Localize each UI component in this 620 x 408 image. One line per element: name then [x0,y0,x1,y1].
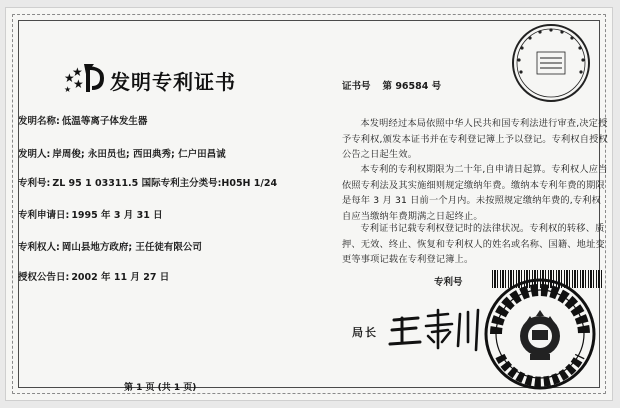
field-inventors [18,149,226,161]
page-footer: 第 1 页 (共 1 页) [124,383,197,393]
paragraph-register: 专利证书记载专利权登记时的法律状况。专利权的转移、质押、无效、终止、恢复和专利权人的姓名或名称、国籍、地址变更等事项记载在专利登记簿上。 [342,223,605,265]
field-label: 发明人: [18,149,51,160]
patent-number-label: 专利号 [434,277,463,288]
paragraph-term: 本专利的专利权期限为二十年,自申请日起算。专利权人应当依照专利法及其实施细则规定缴纳年费。缴纳本专利年费的期限是每年 3 月 31 日前一个月内。未按照规定缴纳年费的,专利权自应当缴纳年费期满之日起终止。 [342,164,608,222]
certificate-number-label: 证书号 [342,81,371,92]
field-invention-name [18,116,147,128]
star-icon: ★ [73,77,84,91]
star-icon: ★ [64,71,75,85]
field-label: 专利号: [18,178,51,189]
paragraph-grant: 本发明经过本局依照中华人民共和国专利法进行审查,决定授予专利权,颁发本证书并在专利登记簿上予以登记。专利权自授权公告之日起生效。 [342,118,608,160]
field-patent-number [18,178,277,190]
field-value: 1995 年 3 月 31 日 [71,210,163,221]
field-application-date [18,210,163,222]
field-label: 专利申请日: [18,210,70,221]
applicant-seal-icon [510,22,592,104]
certificate-number-value: 第 96584 号 [382,81,442,92]
director-label: 局长 [352,326,378,339]
field-value: 2002 年 11 月 27 日 [71,272,170,283]
state-ip-office-seal-icon [474,276,604,392]
certificate [6,8,612,400]
field-label: 专利权人: [18,242,60,253]
star-icon: ★ [72,65,83,79]
field-value: 岡山县地方政府; 王任徒有限公司 [61,242,202,253]
certificate-number [342,78,441,92]
certificate-title: 发明专利证书 [110,70,236,94]
cnipa-logo-icon [82,62,108,94]
director-signature [388,306,482,354]
field-value: 低温等离子体发生器 [61,116,148,127]
field-label: 授权公告日: [18,272,70,283]
star-icon: ★ [64,85,72,94]
field-label: 发明名称: [18,116,60,127]
field-grant-date [18,272,169,284]
field-value: 岸周俊; 永田员也; 西田典秀; 仁户田昌诚 [52,149,226,160]
field-value: ZL 95 1 03311.5 国际专利主分类号:H05H 1/24 [52,178,278,189]
field-patentee [18,242,202,254]
